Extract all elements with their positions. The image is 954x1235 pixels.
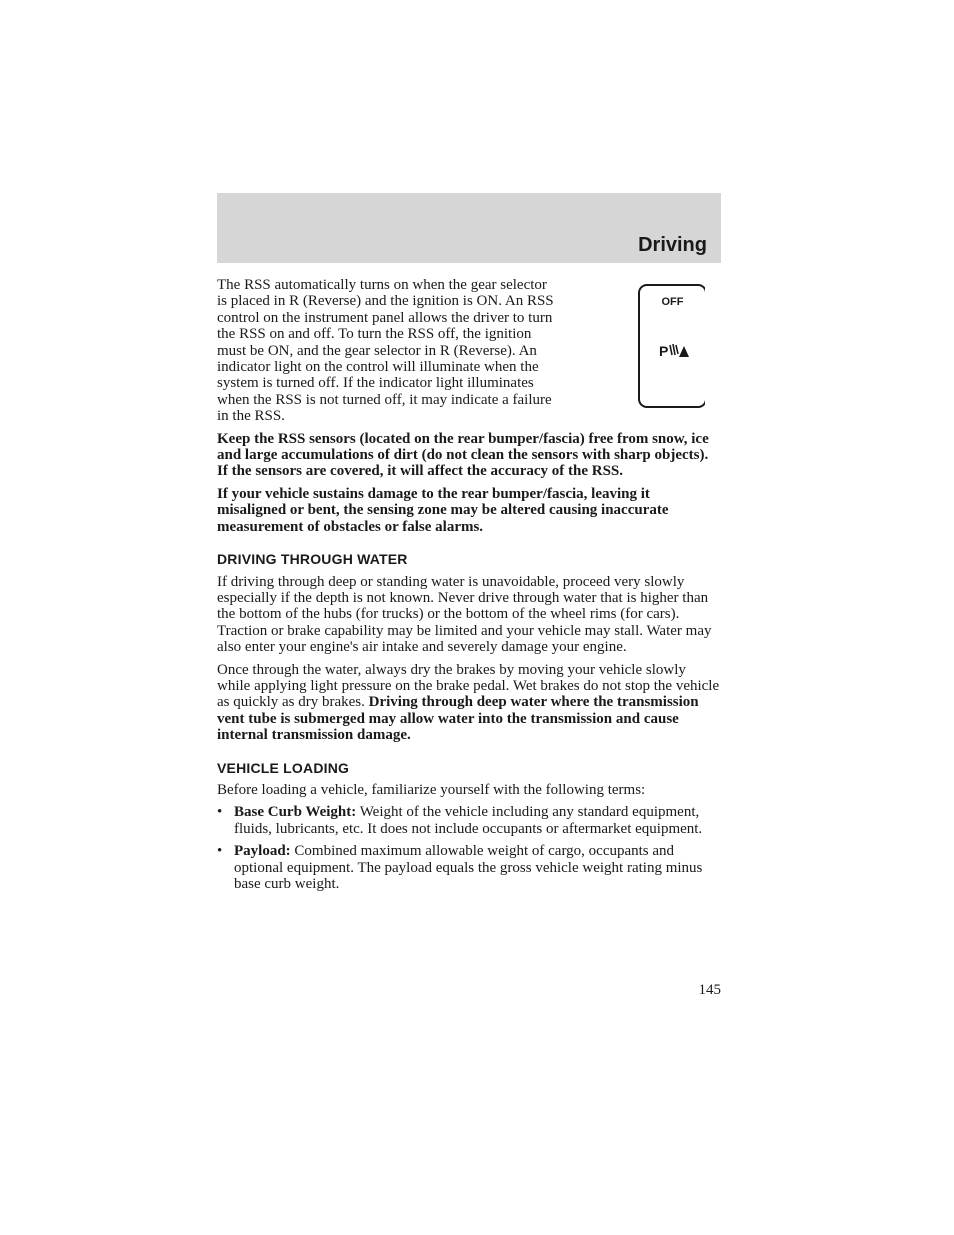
warning-damage: If your vehicle sustains damage to the rear bumper/fascia, leaving it misaligned or bent, the sensing zone may be altered causing inaccurate measurement of obstacles or false alarms. <box>217 485 669 535</box>
page-number: 145 <box>698 982 721 998</box>
water-paragraph-2 <box>217 662 721 744</box>
term-definition: Combined maximum allowable weight of cargo, occupants and optional equipment. The payload equals the gross vehicle weight rating minus base curb weight. <box>234 843 703 892</box>
intro-block <box>217 277 721 425</box>
bullet: • <box>217 804 223 821</box>
list-item <box>217 804 721 837</box>
loading-intro: Before loading a vehicle, familiarize yourself with the following terms: <box>217 781 646 798</box>
warning-sensors: Keep the RSS sensors (located on the rear bumper/fascia) free from snow, ice and large accumulations of dirt (do not clean the sensors with sharp objects). If the sensors are covered, it will affect the accuracy of the RSS. <box>217 430 709 480</box>
term-label: Base Curb Weight: <box>234 804 357 821</box>
list-item <box>217 843 721 892</box>
park-letter: P <box>659 343 669 359</box>
page-content <box>217 277 721 898</box>
section-header-band <box>217 193 721 263</box>
bullet: • <box>217 843 223 860</box>
term-definition: Weight of the vehicle including any standard equipment, fluids, lubricants, etc. It does not include occupants or aftermarket equipment. <box>234 804 703 837</box>
rss-control-illustration <box>565 281 705 411</box>
water-paragraph-1: If driving through deep or standing water is unavoidable, proceed very slowly especially if the depth is not known. Never drive through water that is higher than the bottom of the hubs (for trucks) or the bottom of the wheel rims (for cars). Traction or brake capability may be limited and your vehicle may stall. Water may also enter your engine's air intake and severely damage your engine. <box>217 573 712 656</box>
term-label: Payload: <box>234 843 291 860</box>
heading-driving-through-water: DRIVING THROUGH WATER <box>217 551 408 568</box>
water-paragraph-2-text: Once through the water, always dry the brakes by moving your vehicle slowly while applying light pressure on the brake pedal. Wet brakes do not stop the vehicle as quickly as dry brakes. <box>217 661 720 711</box>
off-label: OFF <box>661 296 684 308</box>
water-warning-text: Driving through deep water where the transmission vent tube is submerged may allow water into the transmission and cause internal transmission damage. <box>217 694 699 744</box>
heading-vehicle-loading: VEHICLE LOADING <box>217 759 350 776</box>
loading-terms-list <box>217 804 721 892</box>
intro-paragraph: The RSS automatically turns on when the gear selector is placed in R (Reverse) and the ignition is ON. An RSS control on the instrument panel allows the driver to turn the RSS on and off. To turn the RSS off, the ignition must be ON, and the gear selector in R (Reverse). An indicator light on the control will illuminate when the system is turned off. If the indicator light illuminates when the RSS is not turned off, it may indicate a failure in the RSS. <box>217 277 554 425</box>
section-title: Driving <box>638 234 707 256</box>
